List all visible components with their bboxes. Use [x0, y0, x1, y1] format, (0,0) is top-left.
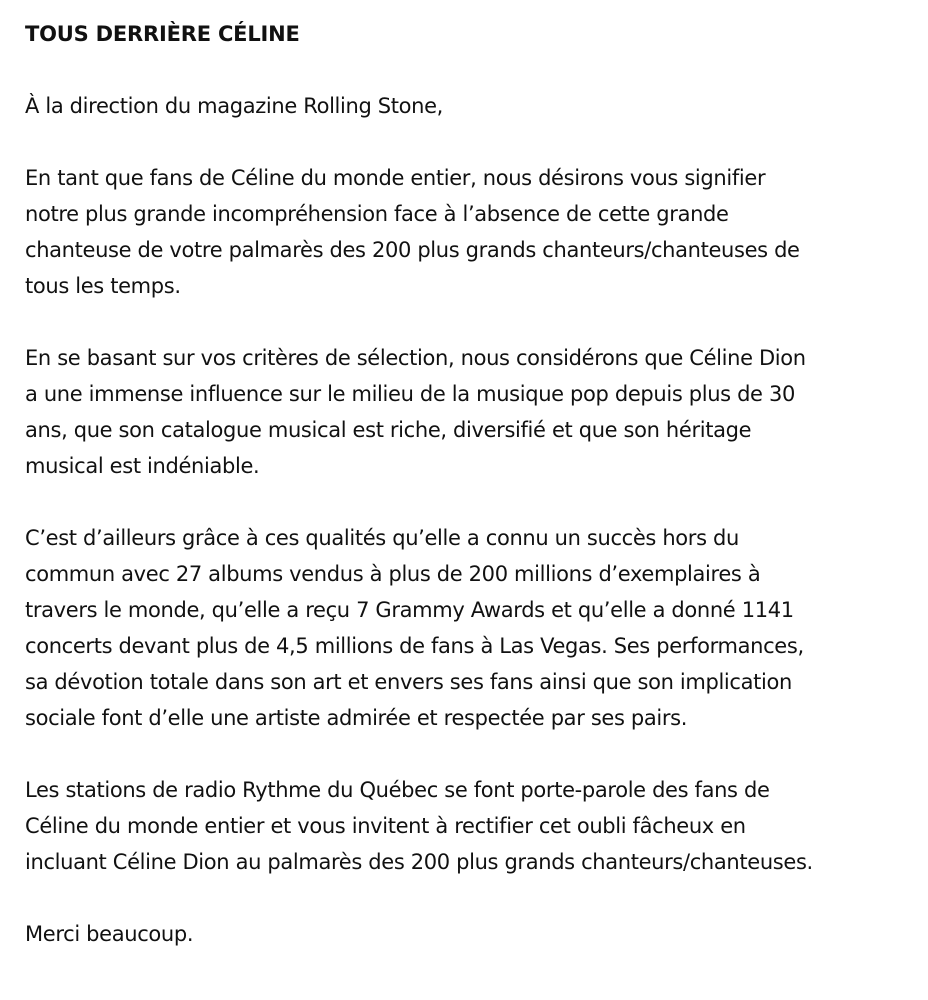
- letter-title: TOUS DERRIÈRE CÉLINE: [25, 22, 300, 46]
- letter-paragraph-4: Les stations de radio Rythme du Québec se font porte-parole des fans de Céline du monde entier et vous invitent à rectifier cet oubli fâcheux en incluant Céline Dion au palmarès des 200 plus grands chanteurs/chanteuses.: [25, 778, 813, 874]
- letter-paragraph-1: En tant que fans de Céline du monde entier, nous désirons vous signifier notre plus grande incompréhension face à l’absence de cette grande chanteuse de votre palmarès des 200 plus grands chanteurs/chanteuses de tous les temps.: [25, 166, 800, 298]
- letter-paragraph-3: C’est d’ailleurs grâce à ces qualités qu’elle a connu un succès hors du commun avec 27 albums vendus à plus de 200 millions d’exemplaires à travers le monde, qu’elle a reçu 7 Grammy Awards et qu’elle a donné 1141 concerts devant plus de 4,5 millions de fans à Las Vegas. Ses performances, sa dévotion totale dans son art et envers ses fans ainsi que son implication sociale font d’elle une artiste admirée et respectée par ses pairs.: [25, 526, 804, 730]
- letter: [25, 16, 905, 952]
- letter-salutation: À la direction du magazine Rolling Stone,: [25, 94, 444, 118]
- letter-paragraph-2: En se basant sur vos critères de sélection, nous considérons que Céline Dion a une immense influence sur le milieu de la musique pop depuis plus de 30 ans, que son catalogue musical est riche, diversifié et que son héritage musical est indéniable.: [25, 346, 806, 478]
- letter-closing: Merci beaucoup.: [25, 922, 194, 946]
